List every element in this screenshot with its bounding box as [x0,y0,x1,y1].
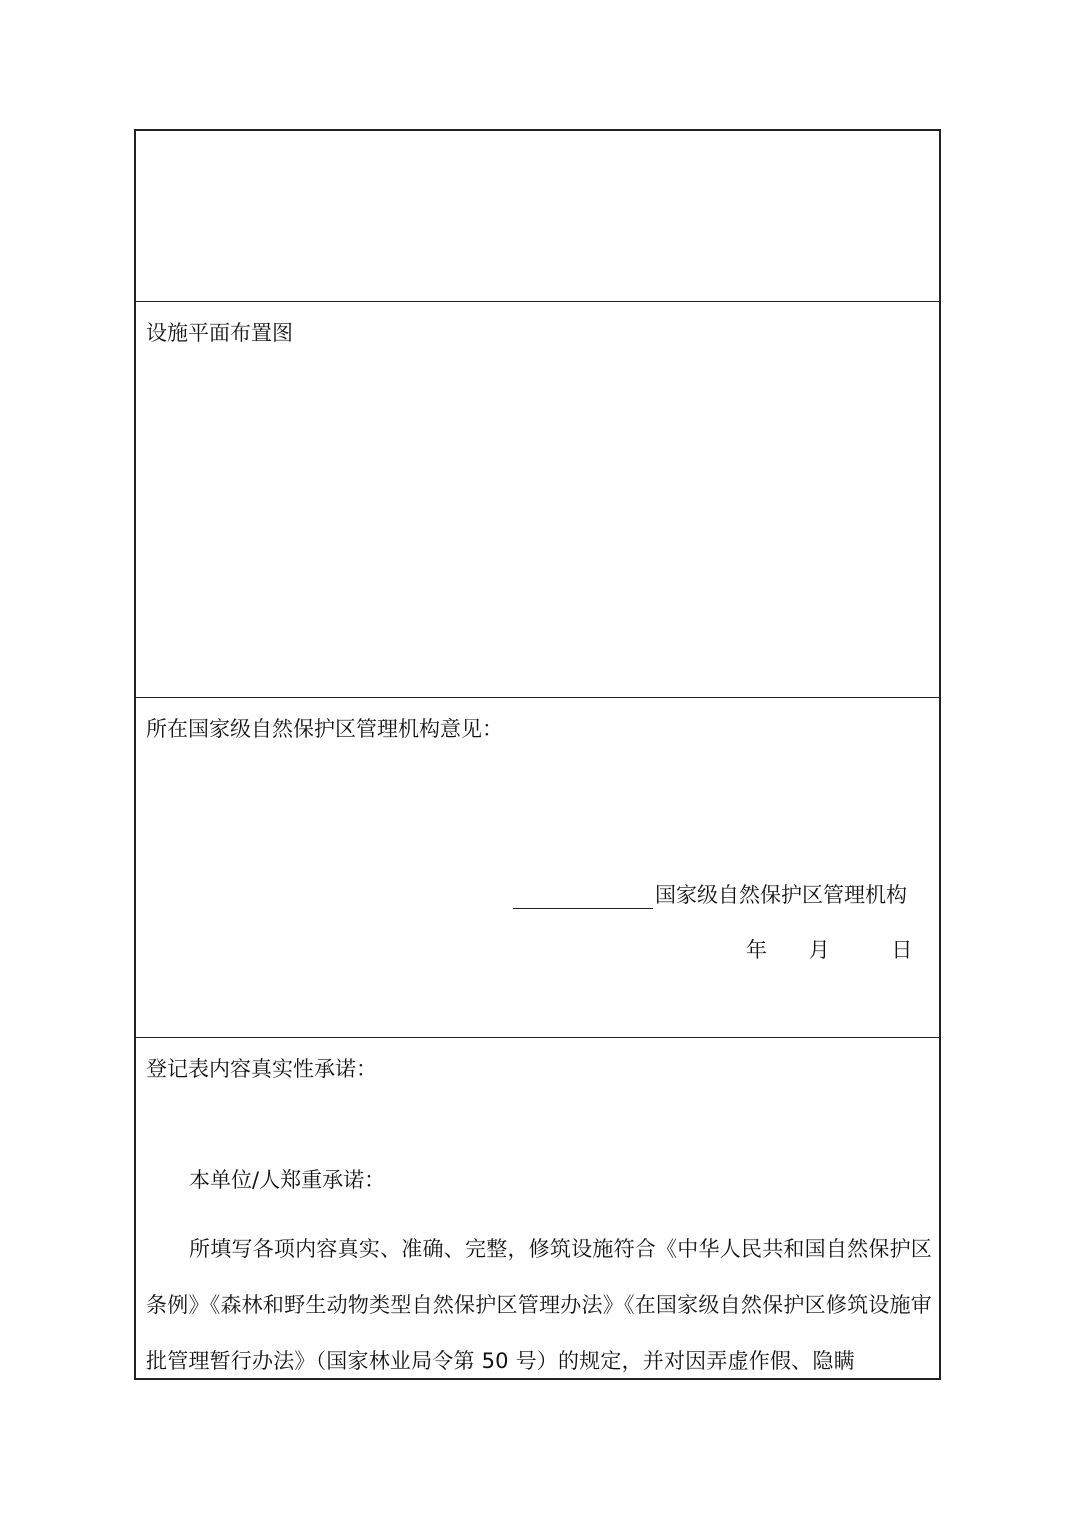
management-opinion-cell [136,698,939,1038]
org-name-blank [513,886,653,909]
management-opinion-label: 所在国家级自然保护区管理机构意见： [146,717,503,741]
blank-cell [136,131,939,302]
facility-layout-label: 设施平面布置图 [146,321,293,345]
pledge-label: 登记表内容真实性承诺： [146,1057,377,1081]
authenticity-pledge-cell [136,1038,939,1380]
registration-form-table [134,129,941,1380]
pledge-body: 所填写各项内容真实、准确、完整，修筑设施符合《中华人民共和国自然保护区条例》《森林和野生动物类型自然保护区管理办法》《在国家级自然保护区修筑设施审批管理暂行办法》（国家林业局令第 50 号）的规定，并对因弄虚作假、隐瞒 [146,1237,932,1373]
facility-layout-cell [136,302,939,698]
date-month-label: 月 [808,938,830,962]
date-day-label: 日 [891,938,913,962]
org-suffix-text: 国家级自然保护区管理机构 [655,883,907,907]
date-line [746,936,912,964]
pledge-intro: 本单位/人郑重承诺： [189,1168,386,1192]
management-org-signature-line [513,881,907,909]
date-year-label: 年 [746,938,767,962]
